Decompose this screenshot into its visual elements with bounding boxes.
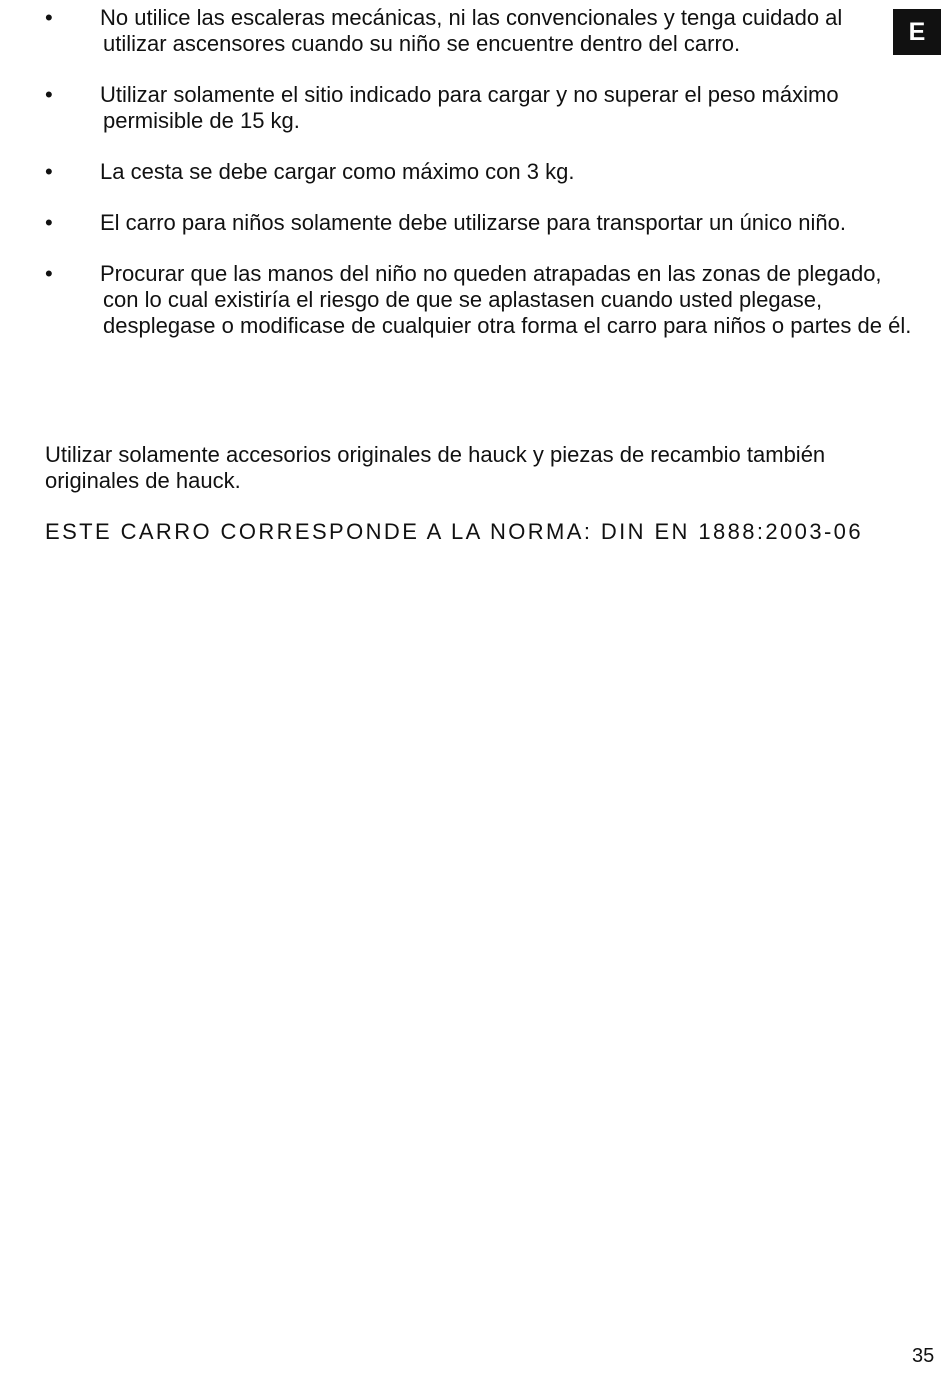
warning-item-hands-folding [0, 261, 950, 339]
page-number: 35 [912, 1345, 935, 1367]
warning-item-escalators [0, 5, 950, 57]
warning-item-max-weight [0, 82, 950, 134]
warning-text: El carro para niños solamente debe utilizarse para transportar un único niño. [100, 210, 846, 235]
warning-text: Utilizar solamente el sitio indicado para cargar y no superar el peso máximo permisible de 15 kg. [100, 82, 839, 133]
warning-text: Procurar que las manos del niño no queden atrapadas en las zonas de plegado, con lo cual existiría el riesgo de que se aplastasen cuando usted plegase, desplegase o modificase de cualquier otra forma el carro para niños o partes de él. [100, 261, 912, 338]
warning-item-basket-load [0, 159, 950, 185]
original-parts-note: Utilizar solamente accesorios originales de hauck y piezas de recambio también originales de hauck. [45, 442, 826, 493]
norm-statement: ESTE CARRO CORRESPONDE A LA NORMA: DIN EN 1888:2003-06 [45, 519, 863, 544]
bullet: • [45, 82, 53, 107]
warnings-list [0, 5, 950, 364]
bullet: • [45, 5, 53, 30]
warning-text: La cesta se debe cargar como máximo con 3 kg. [100, 159, 575, 184]
warning-text: No utilice las escaleras mecánicas, ni las convencionales y tenga cuidado al utilizar ascensores cuando su niño se encuentre dentro del carro. [100, 5, 843, 56]
bullet: • [45, 261, 53, 286]
warning-item-single-child [0, 210, 950, 236]
bullet: • [45, 210, 53, 235]
bullet: • [45, 159, 53, 184]
language-tab: E [893, 9, 941, 55]
